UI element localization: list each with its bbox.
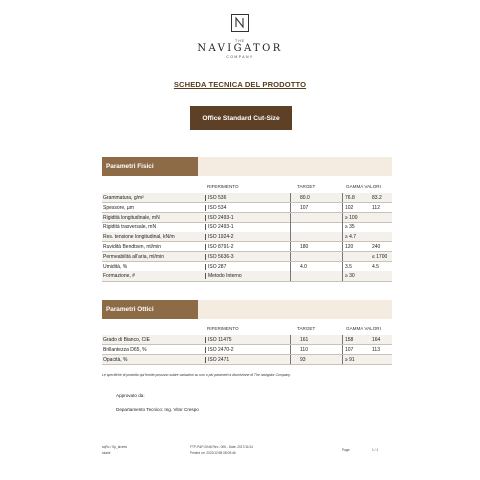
param-cell: Rigidità trasversale, mN [103, 224, 157, 231]
table-row [102, 271, 392, 281]
target-cell: 180 [300, 244, 309, 250]
logo-name: NAVIGATOR [197, 43, 283, 54]
min-cell: ≥ 35 [345, 224, 355, 231]
approval-label: Approvato da: [116, 393, 145, 398]
ref-cell: ISO 2493-1 [205, 224, 234, 230]
footer-doc-ref: FTP-P&P-0046 Rev.: 006 - Date: 2017/11/14 [190, 445, 253, 449]
max-cell: 113 [372, 346, 380, 353]
footer-printed-on: Printed on: 2022/12/08 08:09:46 [190, 451, 236, 455]
param-cell: Grado di Bianco, CIE [103, 337, 150, 343]
table-row [102, 222, 392, 232]
ref-cell: ISO 8791-2 [205, 244, 234, 250]
physical-header-range: GAMMA VALORI [346, 184, 381, 189]
table-row [102, 262, 392, 272]
table-row [102, 203, 392, 213]
ref-cell: ISO 536 [205, 195, 226, 201]
physical-header-target: TARGET [297, 184, 316, 189]
param-cell: Brillantezza D65, % [103, 346, 147, 353]
row-divider [102, 281, 392, 282]
approval-value: Departamento Tecnico: Ing. Vitor Crespo [116, 407, 199, 412]
param-cell: Opacità, % [103, 356, 128, 363]
max-cell: 164 [372, 337, 381, 343]
param-cell: Grammatura, g/m² [103, 195, 144, 201]
ref-cell: ISO 534 [205, 205, 226, 211]
max-cell: 240 [372, 244, 381, 250]
logo-n-icon [231, 14, 249, 32]
document-title: SCHEDA TECNICA DEL PRODOTTO [173, 80, 307, 89]
target-cell: 161 [300, 337, 309, 343]
logo-company: COMPANY [226, 55, 254, 59]
min-cell: ≥ 4.7 [345, 234, 357, 241]
optical-header-range: GAMMA VALORI [346, 326, 381, 331]
param-cell: Permeabilità all'aria, ml/min [103, 253, 164, 260]
max-cell: 4.5 [372, 263, 379, 270]
optical-header-target: TARGET [297, 326, 316, 331]
min-cell: ≥ 100 [345, 214, 358, 221]
table-row [102, 193, 392, 203]
disclaimer-note: Le specifiche di prodotto qui fornite possono subire variazioni su uno o più parametri a discrezione di The navigator Company. [102, 373, 291, 377]
table-row [102, 335, 392, 345]
physical-header-ref: RIFERIMENTO [207, 184, 239, 189]
param-cell: Ruvidità Bendtsen, ml/min [103, 244, 162, 250]
product-name: Office Standard Cut-Size [202, 114, 280, 122]
physical-section-title: Parametri Fisici [102, 157, 198, 176]
table-row [102, 242, 392, 252]
min-cell: 158 [345, 337, 354, 343]
optical-section-title: Parametri Ottici [102, 300, 198, 319]
logo-the: THE [235, 39, 245, 43]
min-cell: 3.5 [345, 263, 352, 270]
table-row [102, 213, 392, 223]
param-cell: Spessore, µm [103, 204, 134, 211]
max-cell: 112 [372, 204, 380, 211]
max-cell: ≤ 1700 [372, 253, 388, 260]
param-cell: Formazione, # [103, 273, 135, 280]
ref-cell: ISO 287 [205, 264, 226, 270]
ref-cell: ISO 2471 [205, 357, 229, 363]
ref-cell: ISO 5636-3 [205, 254, 234, 260]
row-divider [102, 364, 392, 365]
physical-section-bar [102, 157, 392, 176]
min-cell: 76.8 [345, 195, 355, 201]
footer-page-label: Page: [342, 448, 351, 452]
table-row [102, 232, 392, 242]
target-cell: 80.0 [300, 195, 310, 201]
table-row [102, 252, 392, 262]
ref-cell: ISO 2493-1 [205, 215, 234, 221]
table-row [102, 355, 392, 365]
target-cell: 107 [300, 204, 309, 211]
footer-left-2: loiarie [102, 451, 111, 455]
min-cell: 102 [345, 204, 354, 211]
param-cell: Umidità, % [103, 263, 128, 270]
target-cell: 4.0 [300, 263, 307, 270]
target-cell: 110 [300, 346, 308, 353]
footer-left-1: sqRo / Sp_aiveris [102, 445, 127, 449]
param-cell: Res. tensione longitudinal, kN/m [103, 234, 175, 241]
table-row [102, 345, 392, 355]
ref-cell: ISO 1924-2 [205, 234, 234, 240]
ref-cell: Metodo Interno [205, 273, 242, 279]
min-cell: ≥ 30 [345, 273, 355, 280]
optical-section-bar [102, 300, 392, 319]
product-name-box [190, 106, 292, 130]
max-cell: 83.2 [372, 195, 382, 201]
optical-header-ref: RIFERIMENTO [207, 326, 239, 331]
footer-page-value: 1 / 1 [372, 448, 379, 452]
min-cell: 120 [345, 244, 354, 250]
company-logo [0, 14, 480, 59]
target-cell: 93 [300, 356, 306, 363]
ref-cell: ISO 2470-2 [205, 347, 234, 353]
min-cell: 107 [345, 346, 354, 353]
ref-cell: ISO 11475 [205, 337, 232, 343]
min-cell: ≥ 91 [345, 356, 355, 363]
param-cell: Rigidità longitudinale, mN [103, 214, 160, 221]
